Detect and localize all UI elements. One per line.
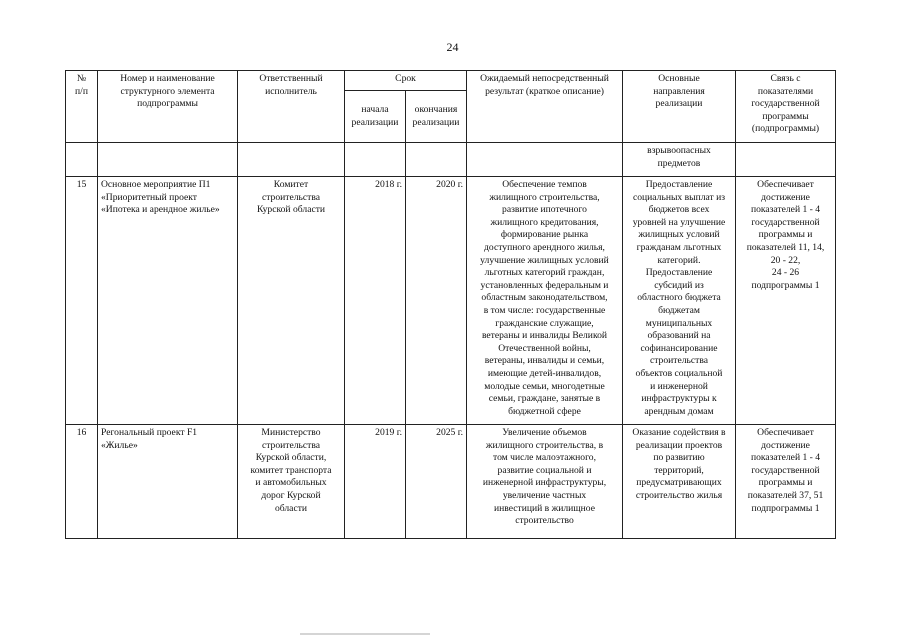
cell-end: 2025 г. [406,425,467,539]
header-num: № п/п [66,71,98,143]
cell-start [345,143,406,177]
cell-result: Увеличение объемов жилищного строительства, в том числе малоэтажного, развитие социальной и инженерной инфраструктуры, увеличение частных инвестиций в жилищное строительство [467,425,623,539]
cell-link: Обеспечивает достижение показателей 1 - 4 государственной программы и показателей 11, 14, 20 - 22, 24 - 26 подпрограммы 1 [736,177,836,425]
cell-responsible: Комитет строительства Курской области [238,177,345,425]
header-term: Срок [345,71,467,91]
cell-link: Обеспечивает достижение показателей 1 - 4 государственной программы и показателей 37, 51 подпрограммы 1 [736,425,836,539]
cell-responsible [238,143,345,177]
cell-link [736,143,836,177]
header-responsible: Ответственный исполнитель [238,71,345,143]
header-element: Номер и наименование структурного элемента подпрограммы [98,71,238,143]
continuation-row [66,143,836,177]
cell-num: 16 [66,425,98,539]
header-link: Связь с показателями государственной программы (подпрограммы) [736,71,836,143]
cell-num [66,143,98,177]
cell-directions: Оказание содействия в реализации проектов по развитию территорий, предусматривающих строительство жилья [623,425,736,539]
scan-artifact [300,633,430,635]
subprogram-table [65,70,836,539]
cell-element: Регональный проект F1 «Жилье» [98,425,238,539]
cell-element: Основное мероприятие П1 «Приоритетный проект «Ипотека и арендное жилье» [98,177,238,425]
cell-end [406,143,467,177]
page-number: 24 [446,40,459,54]
cell-start: 2018 г. [345,177,406,425]
header-directions: Основные направления реализации [623,71,736,143]
header-term-end: окончания реализации [406,91,467,143]
cell-num: 15 [66,177,98,425]
cell-result [467,143,623,177]
header-result: Ожидаемый непосредственный результат (краткое описание) [467,71,623,143]
header-term-start: начала реализации [345,91,406,143]
table-row [66,425,836,539]
header-row [66,71,836,91]
cell-element [98,143,238,177]
cell-directions: Предоставление социальных выплат из бюджетов всех уровней на улучшение жилищных условий гражданам льготных категорий. Предоставление субсидий из областного бюджета бюджетам муниципальных образований на софинансирование строительства объектов социальной и инженерной инфраструктуры к арендным домам [623,177,736,425]
cell-start: 2019 г. [345,425,406,539]
cell-end: 2020 г. [406,177,467,425]
cell-result: Обеспечение темпов жилищного строительства, развитие ипотечного жилищного кредитования, формирование рынка доступного арендного жилья, улучшение жилищных условий льготных категорий граждан, установленных федеральным и областным законодательством, в том числе: государственные гражданские служащие, ветераны и инвалиды Великой Отечественной войны, ветераны, инвалиды и семьи, имеющие детей-инвалидов, молодые семьи, многодетные семьи, граждане, занятые в бюджетной сфере [467,177,623,425]
table-row [66,177,836,425]
cell-responsible: Министерство строительства Курской области, комитет транспорта и автомобильных дорог Курской области [238,425,345,539]
cell-directions: взрывоопасных предметов [623,143,736,177]
